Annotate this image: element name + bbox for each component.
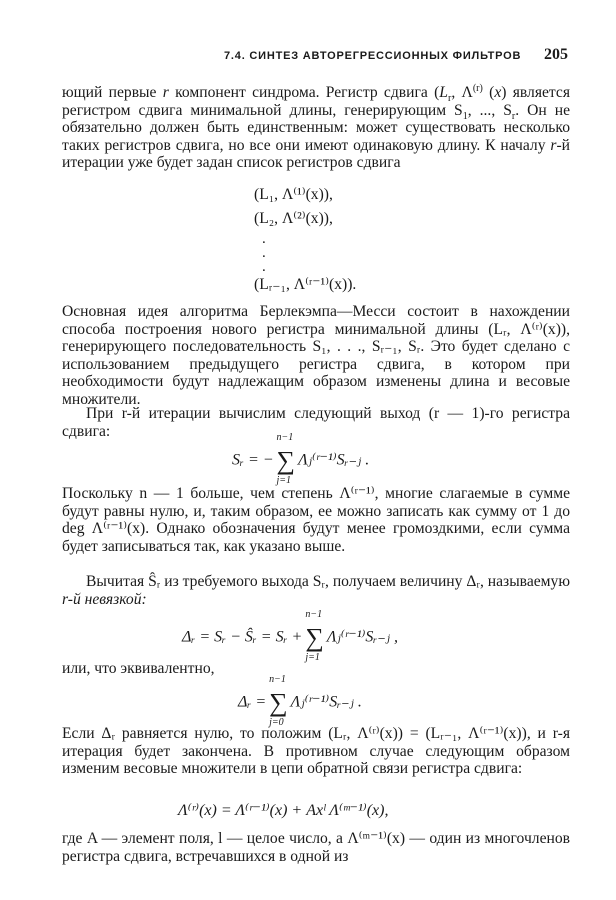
- paragraph-8: где A — элемент поля, l — целое число, а Λ⁽ᵐ⁻¹⁾(x) — один из многочленов регистра сдвига, встречавшихся в одной из: [62, 830, 570, 865]
- register-list-row-3: (Lᵣ₋₁, Λ⁽ʳ⁻¹⁾(x)).: [254, 276, 357, 293]
- register-list-row-2: (L₂, Λ⁽²⁾(x)),: [254, 210, 333, 227]
- register-list-row-1: (L₁, Λ⁽¹⁾(x)),: [254, 186, 333, 203]
- page-number: 205: [544, 46, 568, 63]
- paragraph-3: При r-й итерации вычислим следующий выход (r — 1)-го регистра сдвига:: [62, 405, 570, 440]
- equation-syndrome-estimate: Sᵣ = − ∑ n−1 j=1 Λⱼ⁽ʳ⁻¹⁾Sᵣ₋ⱼ .: [232, 432, 370, 486]
- paragraph-6: или, что эквивалентно,: [62, 660, 215, 677]
- list-ellipsis-dot-2: .: [262, 245, 266, 261]
- paragraph-1: ющий первые r компонент синдрома. Регистр сдвига ($L_r$, $\Lambda^{(r)}$ (x) является регистром сдвига минимальной длины, генерирующим $S_1$, ..., $S_r$. Он не обязательно должен быть единственным: может существовать несколько таких регистров сдвига, но все они имеют одинаковую длину. К началу r-й итерации уже будет задан список регистров сдвига: [62, 82, 571, 172]
- equation-discrepancy-equivalent: Δᵣ = ∑ n−1 j=0 Λⱼ⁽ʳ⁻¹⁾Sᵣ₋ⱼ .: [238, 674, 362, 728]
- list-ellipsis-dot-1: .: [262, 231, 266, 247]
- paragraph-2: Основная идея алгоритма Берлекэмпа—Месси состоит в нахождении способа построения нового регистра минимальной длины (Lᵣ, Λ⁽ʳ⁾(x)), генерирующего последовательность S₁, . . ., Sᵣ₋₁, Sᵣ. Это будет сделано с использованием предыдущего регистра сдвига, в котором при необходимости будут надлежащим образом изменены длина и весовые множители.: [62, 303, 570, 408]
- running-title: 7.4. СИНТЕЗ АВТОРЕГРЕССИОННЫХ ФИЛЬТРОВ: [224, 50, 522, 62]
- sum-symbol: ∑ n−1 j=1: [305, 609, 324, 663]
- equation-discrepancy: Δᵣ = Sᵣ − Ŝᵣ = Sᵣ + ∑ n−1 j=1 Λⱼ⁽ʳ⁻¹⁾Sᵣ₋ⱼ ,: [182, 609, 399, 663]
- equation-connection-update: Λ⁽ʳ⁾(x) = Λ⁽ʳ⁻¹⁾(x) + Axˡ Λ⁽ᵐ⁻¹⁾(x),: [178, 802, 389, 819]
- running-header: [224, 46, 568, 63]
- sum-symbol: ∑ n−1 j=1: [276, 432, 296, 486]
- paragraph-5: Вычитая Ŝᵣ из требуемого выхода Sᵣ, получаем величину Δᵣ, называемую r-й невязкой:: [62, 573, 570, 608]
- paragraph-7: Если Δᵣ равняется нулю, то положим (Lᵣ, Λ⁽ʳ⁾(x)) = (Lᵣ₋₁, Λ⁽ʳ⁻¹⁾(x)), и r-я итерация будет закончена. В противном случае следующим образом изменим весовые множители в цепи обратной связи регистра сдвига:: [62, 725, 570, 778]
- list-ellipsis-dot-3: .: [262, 259, 266, 275]
- sum-symbol: ∑ n−1 j=0: [269, 674, 288, 728]
- paragraph-4: Поскольку n — 1 больше, чем степень Λ⁽ʳ⁻¹⁾, многие слагаемые в сумме будут равны нулю, и, таким образом, ее можно записать как сумму от 1 до deg Λ⁽ʳ⁻¹⁾(x). Однако обозначения будут менее громоздкими, если сумма будет записываться так, как указано выше.: [62, 485, 570, 555]
